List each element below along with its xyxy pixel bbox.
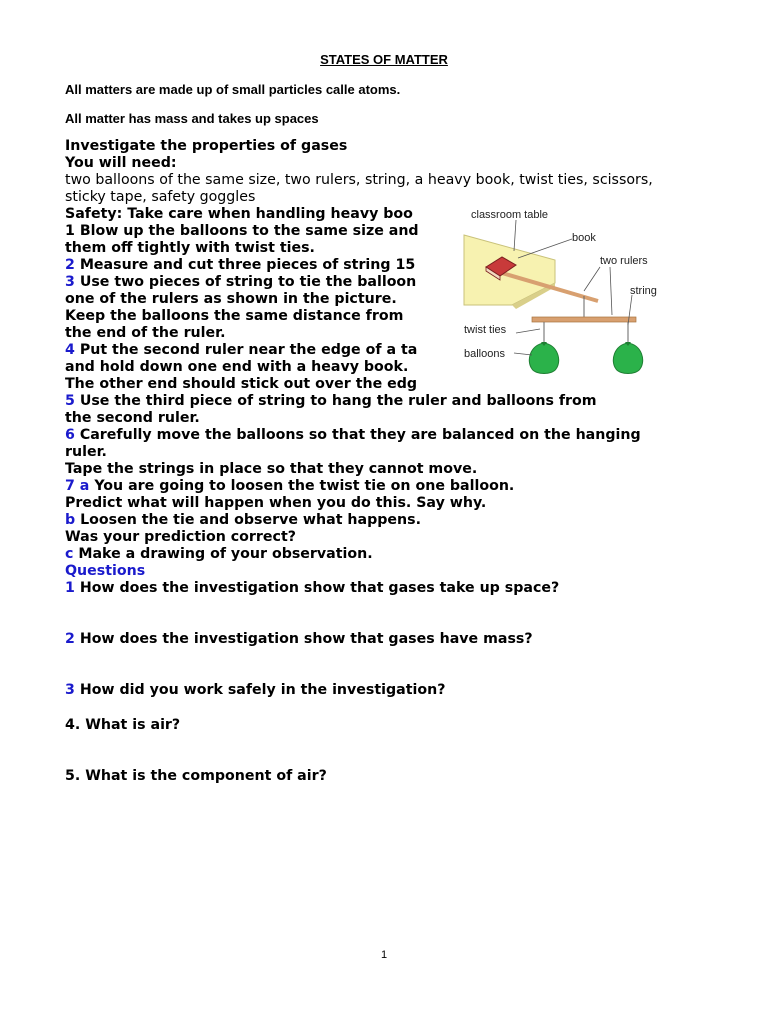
step-number: 7 a [65, 478, 90, 494]
step-text: Use the third piece of string to hang the ruler and balloons from [74, 393, 597, 409]
step-4 [65, 342, 417, 359]
step-5-cont: the second ruler. [65, 410, 200, 426]
materials-line-2: sticky tape, safety goggles [65, 189, 256, 205]
page-number: 1 [380, 949, 388, 961]
materials-line-1: two balloons of the same size, two rulers, string, a heavy book, twist ties, scissors, [65, 172, 653, 188]
step-6-cont: Tape the strings in place so that they cannot move. [65, 461, 478, 477]
label-book: book [572, 232, 596, 244]
step-number: 6 [65, 427, 75, 443]
page-title: STATES OF MATTER [320, 52, 448, 67]
intro-mass: All matter has mass and takes up spaces [65, 111, 319, 126]
bottom-ruler-shape [532, 317, 636, 322]
step-3-cont: the end of the ruler. [65, 325, 226, 341]
pointer-table [514, 220, 516, 251]
step-1 [65, 223, 419, 240]
balloon-left-icon [529, 342, 558, 374]
question-number: 1 [65, 580, 75, 596]
step-number: 1 [65, 223, 75, 239]
step-3-cont: Keep the balloons the same distance from [65, 308, 404, 324]
step-2 [65, 257, 415, 274]
step-text: Make a drawing of your observation. [73, 546, 373, 562]
step-4-cont: and hold down one end with a heavy book. [65, 359, 409, 375]
experiment-illustration [460, 205, 705, 385]
question-number: 2 [65, 631, 75, 647]
step-text: You are going to loosen the twist tie on one balloon. [89, 478, 515, 494]
question-3 [65, 682, 445, 699]
question-text: How does the investigation show that gases have mass? [74, 631, 533, 647]
question-5: 5. What is the component of air? [65, 768, 327, 784]
step-4-cont: The other end should stick out over the edg [65, 376, 418, 392]
label-balloons: balloons [464, 348, 505, 360]
step-7c [65, 546, 373, 563]
section-heading: Investigate the properties of gases [65, 138, 348, 154]
question-2 [65, 631, 533, 648]
step-7a-cont: Predict what will happen when you do this. Say why. [65, 495, 487, 511]
step-3 [65, 274, 416, 291]
intro-atoms: All matters are made up of small particles calle atoms. [65, 82, 401, 97]
step-text: Measure and cut three pieces of string 15 [74, 257, 416, 273]
step-3-cont: one of the rulers as shown in the picture. [65, 291, 397, 307]
step-text: Loosen the tie and observe what happens. [75, 512, 421, 528]
step-7b [65, 512, 421, 529]
step-text: Put the second ruler near the edge of a ta [74, 342, 418, 358]
label-classroom-table: classroom table [471, 209, 549, 221]
step-6-cont: ruler. [65, 444, 107, 460]
question-1 [65, 580, 559, 597]
step-number: 3 [65, 274, 75, 290]
question-text: How does the investigation show that gases take up space? [74, 580, 560, 596]
question-text: How did you work safely in the investigation? [74, 682, 446, 698]
step-7b-cont: Was your prediction correct? [65, 529, 296, 545]
pointer-book [518, 239, 572, 258]
safety-line: Safety: Take care when handling heavy boo [65, 206, 413, 222]
step-6 [65, 427, 641, 444]
question-4: 4. What is air? [65, 717, 181, 733]
need-label: You will need: [65, 155, 177, 171]
step-7a [65, 478, 514, 495]
step-text: Blow up the balloons to the same size and [74, 223, 419, 239]
step-number: 4 [65, 342, 75, 358]
balloon-right-icon [613, 342, 642, 374]
step-number: b [65, 512, 76, 528]
questions-heading: Questions [65, 563, 146, 579]
question-number: 3 [65, 682, 75, 698]
pointer-twist [516, 329, 540, 333]
step-number: 5 [65, 393, 75, 409]
step-5 [65, 393, 597, 410]
label-string: string [630, 285, 657, 297]
step-1-cont: them off tightly with twist ties. [65, 240, 315, 256]
pointer-rulers-2 [610, 267, 612, 315]
step-text: Carefully move the balloons so that they are balanced on the hanging [74, 427, 641, 443]
step-text: Use two pieces of string to tie the balloon [74, 274, 417, 290]
label-twist-ties: twist ties [464, 324, 507, 336]
step-number: 2 [65, 257, 75, 273]
pointer-balloons [514, 353, 532, 355]
step-number: c [65, 546, 74, 562]
label-two-rulers: two rulers [600, 255, 648, 267]
pointer-rulers-1 [584, 267, 600, 291]
